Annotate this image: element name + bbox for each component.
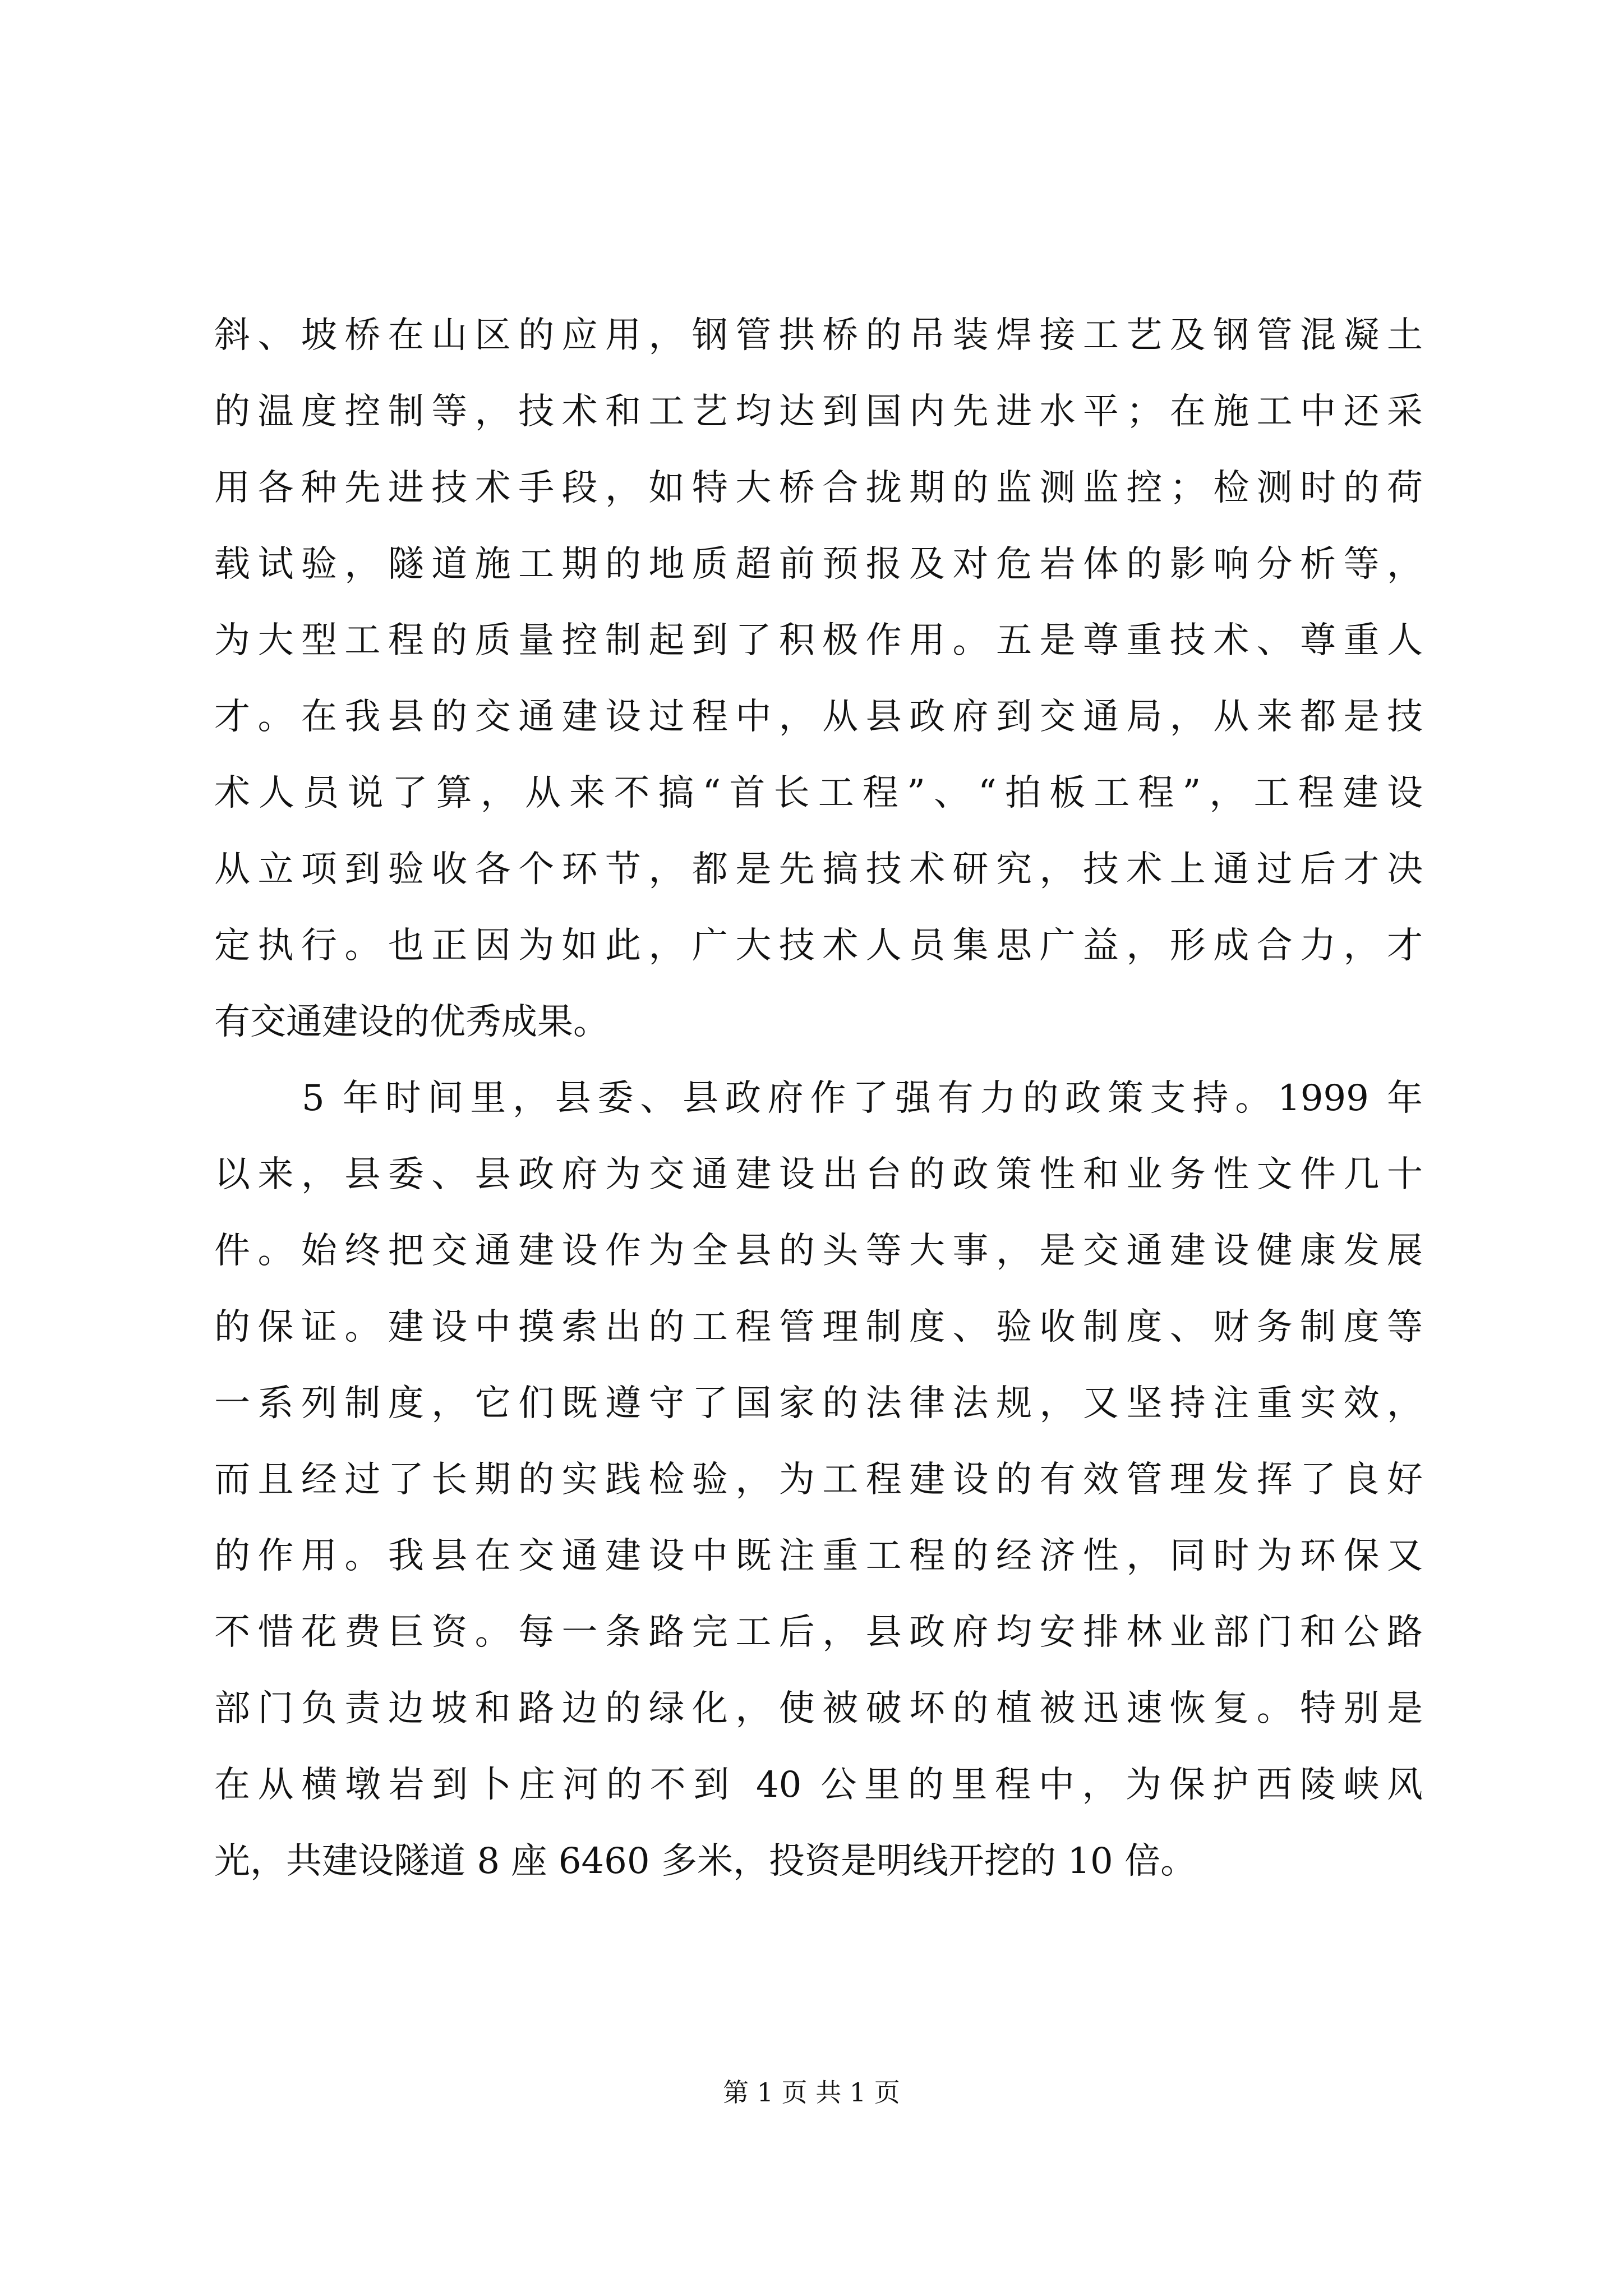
text-line: 才。在我县的交通建设过程中，从县政府到交通局，从来都是技 [214, 696, 1423, 738]
text-line: 的作用。我县在交通建设中既注重工程的经济性，同时为环保又 [214, 1535, 1423, 1577]
text-line: 为大型工程的质量控制起到了积极作用。五是尊重技术、尊重人 [214, 620, 1423, 661]
text-line: 有交通建设的优秀成果。 [214, 1001, 609, 1043]
text-line: 部门负责边坡和路边的绿化，使被破坏的植被迅速恢复。特别是 [214, 1688, 1423, 1729]
text-line: 5 年时间里，县委、县政府作了强有力的政策支持。1999 年 [302, 1078, 1423, 1119]
text-line: 定执行。也正因为如此，广大技术人员集思广益，形成合力，才 [214, 925, 1423, 967]
text-line: 的保证。建设中摸索出的工程管理制度、验收制度、财务制度等 [214, 1306, 1423, 1348]
document-body [214, 297, 1423, 1899]
text-line: 从立项到验收各个环节，都是先搞技术研究，技术上通过后才决 [214, 849, 1423, 890]
text-line: 光，共建设隧道 8 座 6460 多米，投资是明线开挖的 10 倍。 [214, 1841, 1197, 1882]
text-line: 在从横墩岩到卜庄河的不到 40 公里的里程中，为保护西陵峡风 [214, 1764, 1423, 1806]
text-line: 斜、坡桥在山区的应用，钢管拱桥的吊装焊接工艺及钢管混凝土 [214, 315, 1423, 356]
text-line: 术人员说了算，从来不搞“首长工程”、“拍板工程”，工程建设 [214, 772, 1423, 814]
text-line: 一系列制度，它们既遵守了国家的法律法规，又坚持注重实效， [214, 1383, 1423, 1424]
page-number-label: 第 1 页 共 1 页 [723, 2077, 900, 2108]
paragraph-1 [214, 297, 1423, 1060]
text-line: 以来，县委、县政府为交通建设出台的政策性和业务性文件几十 [214, 1154, 1423, 1195]
text-line: 而且经过了长期的实践检验，为工程建设的有效管理发挥了良好 [214, 1459, 1423, 1501]
text-line: 载试验，隧道施工期的地质超前预报及对危岩体的影响分析等， [214, 544, 1423, 585]
text-line: 的温度控制等，技术和工艺均达到国内先进水平；在施工中还采 [214, 391, 1423, 432]
page-footer [0, 2076, 1623, 2109]
paragraph-2 [214, 1060, 1423, 1899]
text-line: 用各种先进技术手段，如特大桥合拢期的监测监控；检测时的荷 [214, 467, 1423, 509]
text-line: 不惜花费巨资。每一条路完工后，县政府均安排林业部门和公路 [214, 1612, 1423, 1653]
text-line: 件。始终把交通建设作为全县的头等大事，是交通建设健康发展 [214, 1230, 1423, 1272]
